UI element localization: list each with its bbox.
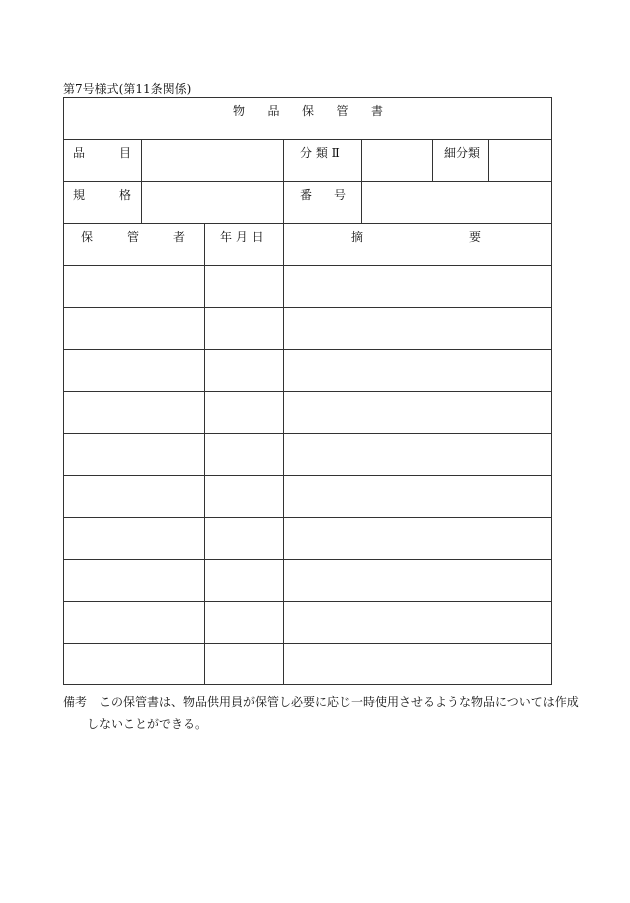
- col-divider: [361, 139, 362, 223]
- table-border-bottom: [63, 684, 552, 685]
- row-divider: [63, 601, 552, 602]
- col-divider: [432, 139, 433, 181]
- classification-label: 分 類 Ⅱ: [300, 146, 340, 160]
- table-border-top: [63, 97, 552, 98]
- col-divider: [283, 139, 284, 223]
- row-divider: [63, 475, 552, 476]
- notes-label: 備考: [63, 695, 88, 709]
- row-divider: [63, 643, 552, 644]
- col-divider: [283, 223, 284, 685]
- col-divider: [204, 223, 205, 685]
- col-divider: [141, 139, 142, 223]
- table-title: 物 品 保 管 書: [233, 104, 383, 118]
- custody-form-table: [63, 97, 552, 685]
- row-divider: [63, 433, 552, 434]
- row-divider: [63, 517, 552, 518]
- notes-line-2: しないことができる。: [87, 717, 208, 731]
- row-divider: [63, 307, 552, 308]
- row-divider: [63, 391, 552, 392]
- row-divider: [63, 265, 552, 266]
- row-divider: [63, 349, 552, 350]
- row-divider: [63, 139, 552, 140]
- spec-label: 規 格: [73, 188, 131, 202]
- notes-line-1: 備考 この保管書は、物品供用員が保管し必要に応じ一時使用させるような物品については作成: [63, 695, 579, 709]
- date-header: 年 月 日: [220, 230, 264, 244]
- row-divider: [63, 559, 552, 560]
- notes: [63, 691, 583, 735]
- custodian-header: 保 管 者: [81, 230, 185, 244]
- form-number: 第7号様式(第11条関係): [63, 82, 192, 96]
- col-divider: [488, 139, 489, 181]
- row-divider: [63, 181, 552, 182]
- subclassification-label: 細分類: [444, 146, 481, 160]
- row-divider: [63, 223, 552, 224]
- number-label: 番 号: [300, 188, 346, 202]
- remarks-header: 摘 要: [351, 230, 481, 244]
- item-label: 品 目: [73, 146, 131, 160]
